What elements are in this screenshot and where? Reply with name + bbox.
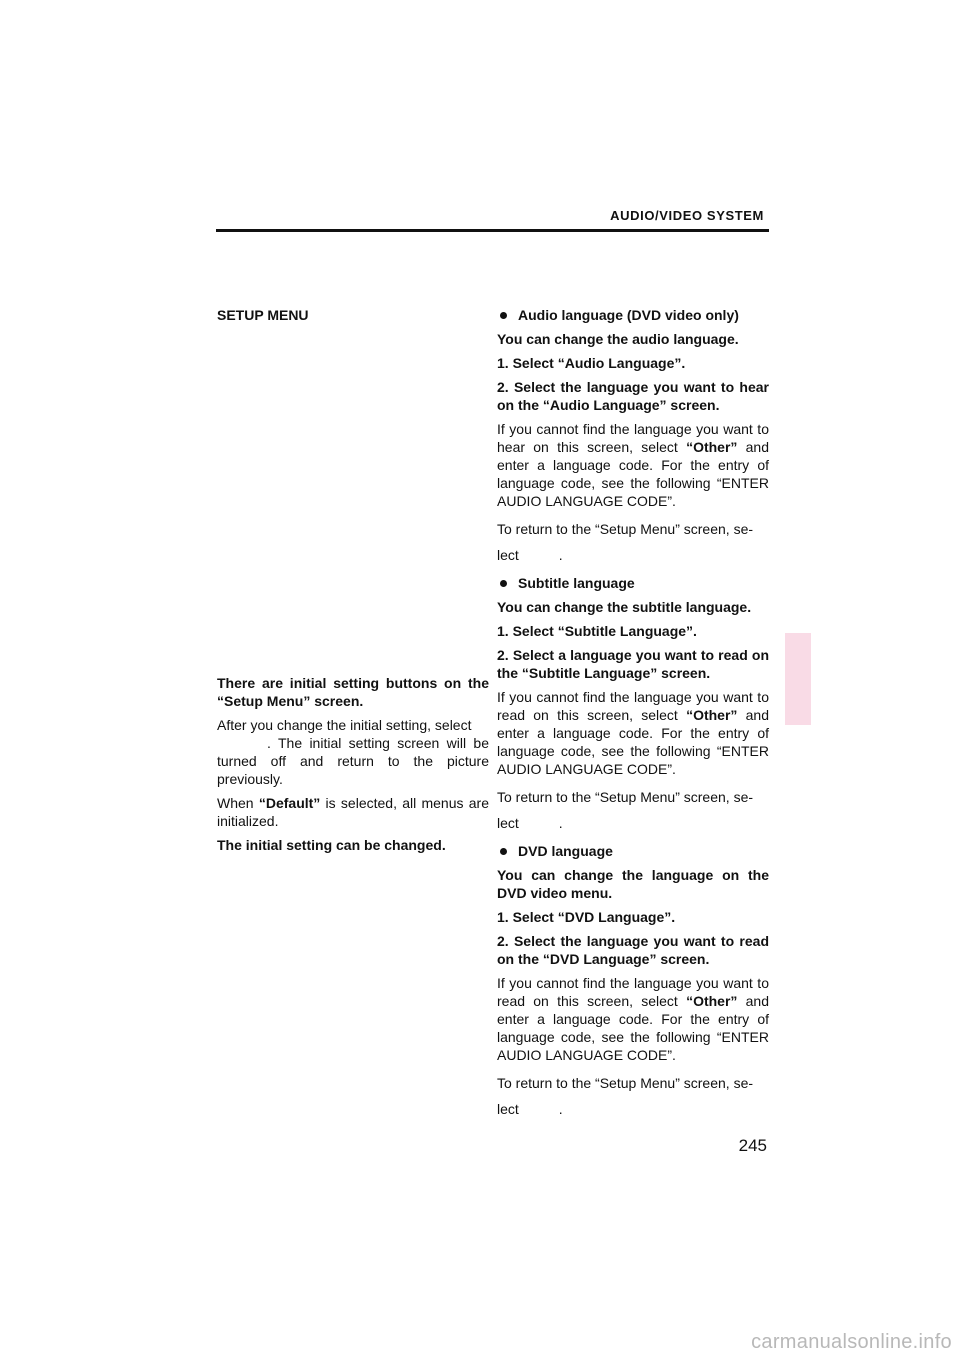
- audio-return-line1: To return to the “Setup Menu” screen, se-: [497, 521, 754, 537]
- subtitle-bullet-label: Subtitle language: [518, 575, 635, 591]
- subtitle-note-other: “Other”: [686, 707, 738, 723]
- subtitle-return-line2: lect: [497, 815, 519, 831]
- audio-return-end: .: [558, 547, 563, 563]
- audio-note-other: “Other”: [686, 439, 738, 455]
- subtitle-return-end: .: [558, 815, 563, 831]
- page-number: 245: [738, 1136, 767, 1155]
- bullet-dot-icon: [500, 848, 507, 855]
- audio-return: [497, 516, 769, 568]
- audio-note-post: and enter a language code. For the entry of language code, see the following “ENTER AUDIO LANGUAGE CODE”.: [497, 439, 770, 509]
- dvd-step1: 1. Select “DVD Language”.: [497, 909, 676, 925]
- after-change-line2: . The initial setting screen will be turned off and return to the picture previously.: [217, 735, 489, 787]
- dvd-note: [497, 974, 769, 1064]
- after-change-line1: After you change the initial setting, select: [217, 717, 472, 733]
- dvd-note-post: and enter a language code. For the entry of language code, see the following “ENTER AUDIO LANGUAGE CODE”.: [497, 993, 770, 1063]
- right-column: [497, 306, 769, 1128]
- audio-return-line2: lect: [497, 547, 519, 563]
- audio-bullet-label: Audio language (DVD video only): [518, 307, 739, 323]
- subtitle-note-post: and enter a language code. For the entry of language code, see the following “ENTER AUDIO LANGUAGE CODE”.: [497, 707, 770, 777]
- can-change-text: The initial setting can be changed.: [217, 837, 446, 853]
- bullet-dot-icon: [500, 312, 507, 319]
- subtitle-note-pre: If you cannot find the language you want to read on this screen, select: [497, 689, 769, 723]
- audio-note: [497, 420, 769, 510]
- audio-language-bullet: [497, 306, 769, 324]
- subtitle-desc: You can change the subtitle language.: [497, 599, 752, 615]
- intro-text: There are initial setting buttons on the “Setup Menu” screen.: [217, 675, 489, 709]
- section-header-title: AUDIO/VIDEO SYSTEM: [610, 208, 764, 223]
- default-text: [217, 794, 489, 830]
- subtitle-step2: 2. Select a language you want to read on the “Subtitle Language” screen.: [497, 647, 769, 681]
- dvd-note-pre: If you cannot find the language you want to read on this screen, select: [497, 975, 769, 1009]
- chapter-tab-marker: [785, 633, 811, 725]
- audio-step2: 2. Select the language you want to hear on the “Audio Language” screen.: [497, 379, 769, 413]
- dvd-return-line2: lect: [497, 1101, 519, 1117]
- dvd-return: [497, 1070, 769, 1122]
- subtitle-language-bullet: [497, 574, 769, 592]
- subtitle-step1: 1. Select “Subtitle Language”.: [497, 623, 697, 639]
- dvd-language-bullet: [497, 842, 769, 860]
- audio-desc: You can change the audio language.: [497, 331, 739, 347]
- audio-note-pre: If you cannot find the language you want to hear on this screen, select: [497, 421, 769, 455]
- subtitle-return-line1: To return to the “Setup Menu” screen, se-: [497, 789, 754, 805]
- dvd-step2: 2. Select the language you want to read on the “DVD Language” screen.: [497, 933, 769, 967]
- dvd-desc: You can change the language on the DVD video menu.: [497, 867, 769, 901]
- setup-menu-heading: SETUP MENU: [217, 307, 309, 323]
- bullet-dot-icon: [500, 580, 507, 587]
- dvd-return-end: .: [558, 1101, 563, 1117]
- watermark: carmanualsonline.info: [751, 1331, 952, 1353]
- audio-step1: 1. Select “Audio Language”.: [497, 355, 686, 371]
- left-column: [217, 306, 489, 860]
- screen-illustration-area: [217, 324, 489, 674]
- default-post: is selected, all menus are initialized.: [217, 795, 490, 829]
- dvd-note-other: “Other”: [686, 993, 738, 1009]
- subtitle-return: [497, 784, 769, 836]
- after-change-text: [217, 716, 489, 788]
- default-option: “Default”: [258, 795, 321, 811]
- dvd-return-line1: To return to the “Setup Menu” screen, se-: [497, 1075, 754, 1091]
- subtitle-note: [497, 688, 769, 778]
- dvd-bullet-label: DVD language: [518, 843, 613, 859]
- default-pre: When: [217, 795, 259, 811]
- header-rule: [216, 229, 769, 232]
